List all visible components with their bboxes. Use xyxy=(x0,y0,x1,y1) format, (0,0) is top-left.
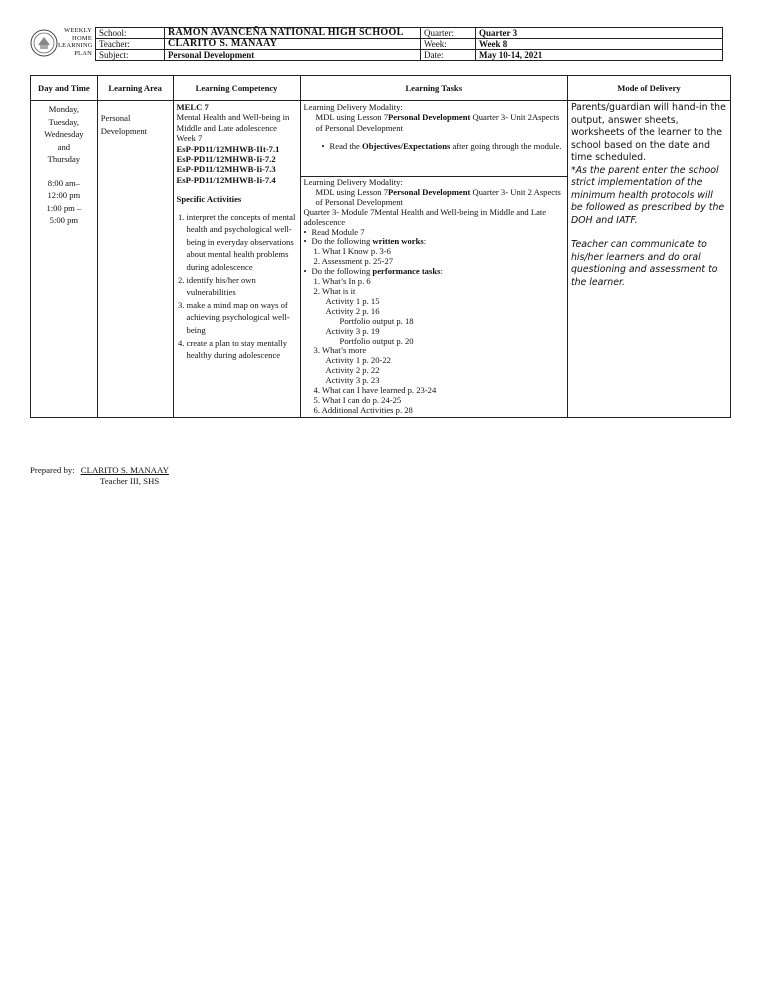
list-item xyxy=(322,141,564,151)
prepared-name: CLARITO S. MANAAY xyxy=(80,465,169,475)
school-label: School: xyxy=(96,28,165,39)
list-item: 6. Additional Activities p. 28 xyxy=(313,404,413,415)
day-time-cell xyxy=(31,101,98,418)
day-line: Tuesday, xyxy=(48,116,80,127)
prepared-label: Prepared by: xyxy=(30,465,75,475)
mode-paragraph: Parents/guardian will hand-in the output, answer sheets, worksheets of the learner to the school based on the date and time scheduled. xyxy=(570,102,726,163)
time-line: 8:00 am– xyxy=(47,177,80,188)
mdl-subject: Personal Development xyxy=(388,186,471,197)
area-line: Personal xyxy=(100,113,131,123)
subject-value: Personal Development xyxy=(165,50,421,61)
competency-cell xyxy=(173,101,300,418)
list-item: 3. make a mind map on ways of achieving psychological well-being xyxy=(187,299,297,337)
mode-paragraph: Teacher can communicate to his/her learners and do oral questioning and assessment to the learner. xyxy=(570,239,718,288)
list-item: 2. Assessment p. 25-27 xyxy=(313,256,394,267)
teacher-value: CLARITO S. MANAAY xyxy=(165,39,421,50)
perf-text: Do the following xyxy=(311,266,373,277)
day-line: and xyxy=(57,141,71,152)
time-line: 12:00 pm xyxy=(47,190,81,200)
list-item: Activity 2 p. 16 xyxy=(325,305,380,316)
date-value: May 10-14, 2021 xyxy=(476,50,723,61)
plan-label xyxy=(58,27,92,57)
list-item: Activity 3 p. 19 xyxy=(325,325,380,336)
header-table xyxy=(95,27,723,61)
plan-label-line: LEARNING xyxy=(58,42,93,50)
list-item: Activity 2 p. 22 xyxy=(325,365,380,376)
teacher-label: Teacher: xyxy=(96,39,165,50)
list-item: 3. What’s more xyxy=(313,345,367,356)
mdl-text: MDL using Lesson 7 xyxy=(315,186,389,197)
learning-tasks-cell xyxy=(300,101,567,418)
objectives-label: Objectives/Expectations xyxy=(362,141,451,152)
school-value: RAMON AVANCEÑA NATIONAL HIGH SCHOOL xyxy=(165,28,421,39)
competency-week: Week 7 xyxy=(176,133,203,144)
list-item xyxy=(304,237,564,247)
column-header: Learning Competency xyxy=(173,76,300,101)
written-text: Do the following xyxy=(311,236,373,247)
column-header: Learning Area xyxy=(97,76,173,101)
list-item: 2. identify his/her own vulnerabilities xyxy=(187,274,297,299)
module-line: Quarter 3- Module 7Mental Health and Well-being in Middle and Late adolescence xyxy=(303,206,547,227)
mode-star: * xyxy=(570,164,576,176)
performance-tasks-label: performance tasks xyxy=(372,266,441,277)
table-header-row xyxy=(31,76,731,101)
competency-description: Mental Health and Well-being in Middle and Late adolescence xyxy=(176,112,290,133)
mdl-line xyxy=(304,188,564,208)
list-item xyxy=(304,267,564,277)
competency-code: EsP-PD11/12MHWB-Ii-7.2 xyxy=(176,154,276,165)
date-label: Date: xyxy=(421,50,476,61)
task-block-2 xyxy=(301,177,567,417)
list-item: 1. What I Know p. 3-6 xyxy=(313,246,391,257)
competency-code: EsP-PD11/12MHWB-Ii-7.4 xyxy=(176,174,276,185)
learning-plan-table xyxy=(30,75,731,418)
list-item: Activity 1 p. 20-22 xyxy=(325,355,391,366)
spacer xyxy=(32,166,96,177)
column-header: Learning Tasks xyxy=(300,76,567,101)
prepared-by xyxy=(30,465,169,486)
time-line: 5:00 pm xyxy=(49,215,79,225)
day-line: Wednesday xyxy=(44,129,84,139)
list-item: 4. create a plan to stay mentally healthy during adolescence xyxy=(187,337,297,362)
mdl-line xyxy=(304,112,564,133)
quarter-value: Quarter 3 xyxy=(476,28,723,39)
day-line: Monday, xyxy=(48,104,79,114)
list-item: Portfolio output p. 18 xyxy=(339,315,414,326)
mode-paragraph xyxy=(571,165,727,228)
read-objectives-line xyxy=(304,141,564,151)
day-line: Thursday xyxy=(47,154,81,164)
list-item: 4. What can I have learned p. 23-24 xyxy=(313,385,437,396)
list-item: 1. What’s In p. 6 xyxy=(313,276,371,287)
mode-italic-text: As the parent enter the school strict implementation of the minimum health protocols will be followed as prescribed by the DOH and IATF. xyxy=(570,164,725,226)
list-item: 2. What is it xyxy=(313,285,356,296)
quarter-label: Quarter: xyxy=(421,28,476,39)
task-block-1 xyxy=(301,101,567,177)
read-text: after going through the module. xyxy=(450,141,562,152)
modality-label: Learning Delivery Modality: xyxy=(303,177,403,187)
mode-of-delivery-cell xyxy=(567,101,730,418)
read-text: Read the xyxy=(329,141,363,152)
plan-label-line: HOME xyxy=(72,34,92,42)
week-label: Week: xyxy=(421,39,476,50)
perf-text: : xyxy=(440,266,443,277)
plan-label-line: PLAN xyxy=(74,49,92,57)
activity-list xyxy=(177,211,297,362)
list-item: 5. What I can do p. 24-25 xyxy=(313,394,402,405)
week-value: Week 8 xyxy=(476,39,723,50)
specific-activities-title: Specific Activities xyxy=(176,194,242,205)
prepared-title: Teacher III, SHS xyxy=(100,475,160,486)
time-line: 1:00 pm – xyxy=(46,202,82,213)
competency-code: EsP-PD11/12MHWB-Ii-7.3 xyxy=(176,164,276,175)
mdl-subject: Personal Development xyxy=(388,112,471,123)
list-item: Activity 3 p. 23 xyxy=(325,375,380,386)
deped-seal-icon xyxy=(30,29,58,57)
mdl-text: Quarter 3- Unit 2Aspects of Personal Development xyxy=(315,112,560,133)
list-item: Portfolio output p. 20 xyxy=(339,335,414,346)
melc-label: MELC 7 xyxy=(176,102,209,112)
mdl-text: MDL using Lesson 7 xyxy=(315,112,389,123)
written-text: : xyxy=(423,236,427,247)
column-header: Mode of Delivery xyxy=(567,76,730,101)
mdl-text: Quarter 3- Unit 2 Aspects of Personal Development xyxy=(315,186,561,207)
written-works-label: written works xyxy=(372,236,424,247)
table-row xyxy=(31,101,731,418)
subject-label: Subject: xyxy=(96,50,165,61)
list-item: Activity 1 p. 15 xyxy=(325,295,380,306)
learning-area-cell xyxy=(97,101,173,418)
column-header: Day and Time xyxy=(31,76,98,101)
modality-label: Learning Delivery Modality: xyxy=(303,102,403,112)
area-line: Development xyxy=(100,125,148,136)
list-item: • Read Module 7 xyxy=(304,228,564,238)
list-item: 1. interpret the concepts of mental health and psychological well-being in everyday observations about mental health problems during adolescence xyxy=(187,211,297,274)
competency-code: EsP-PD11/12MHWB-IIt-7.1 xyxy=(176,143,280,154)
plan-label-line: WEEKLY xyxy=(64,27,92,34)
